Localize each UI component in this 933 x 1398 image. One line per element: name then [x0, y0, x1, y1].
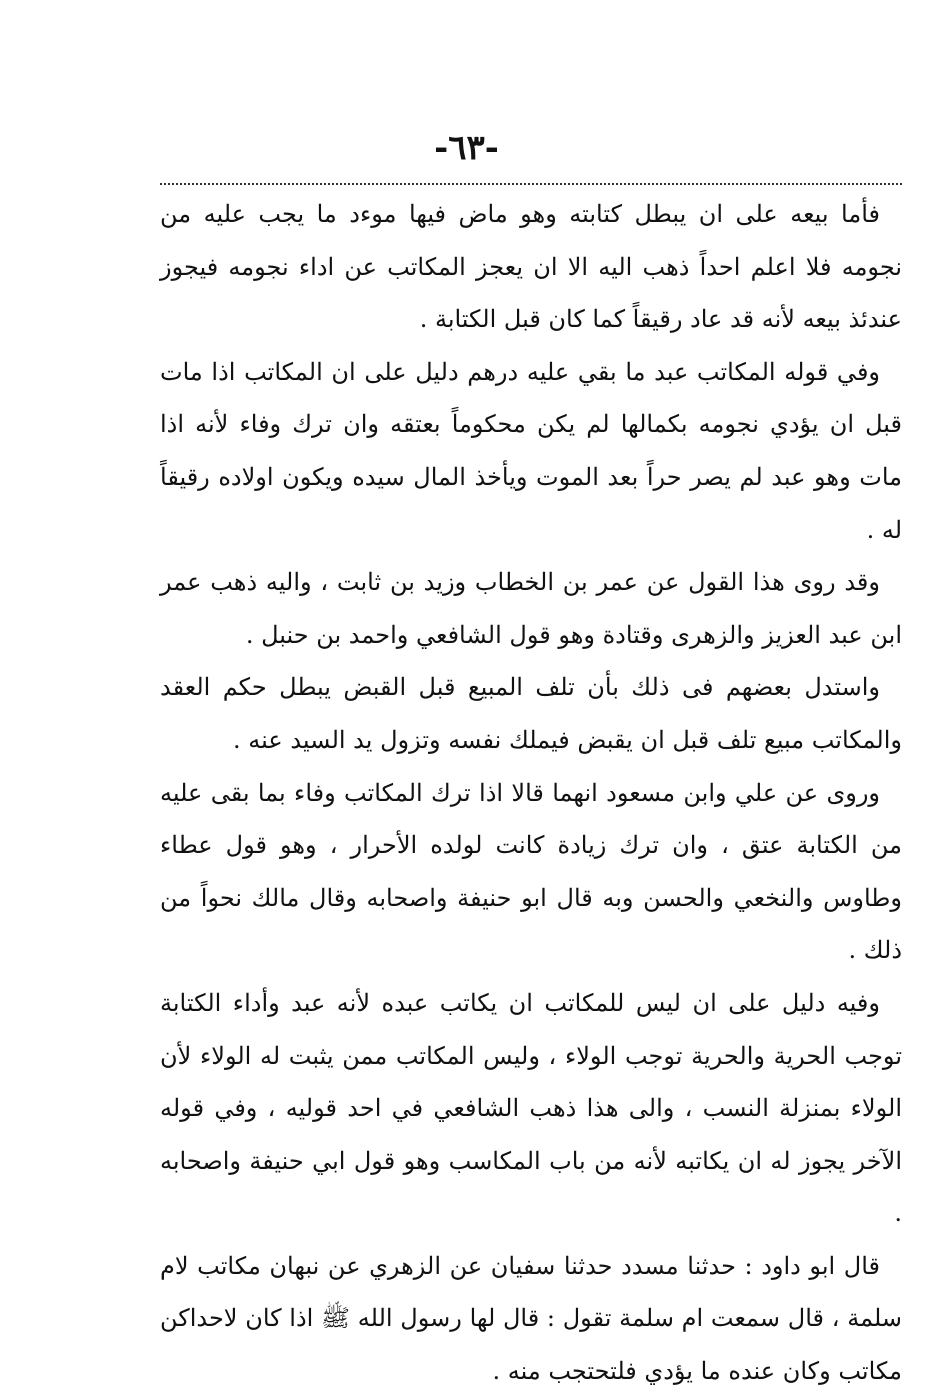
- paragraph-text: قال ابو داود : حدثنا مسدد حدثنا سفيان عن الزهري عن نبهان مكاتب لام سلمة ، قال سمعت ام سلمة تقول : قال لها رسول الله ﷺ اذا كان لاحداكن مكاتب وكان عنده ما يؤدي فلتحتجب منه .: [160, 1251, 902, 1386]
- page-number: -٦٣-: [434, 128, 499, 168]
- paragraph-text: وفيه دليل على ان ليس للمكاتب ان يكاتب عبده لأنه عبد وأداء الكتابة توجب الحرية والحرية توجب الولاء ، وليس المكاتب ممن يثبت له الولاء لأن الولاء بمنزلة النسب ، والى هذا ذهب الشافعي في احد قوليه ، وفي قوله الآخر يجوز له ان يكاتبه لأنه من باب المكاسب وهو قول ابي حنيفة واصحابه .: [160, 988, 902, 1228]
- header-rule: [160, 183, 902, 185]
- paragraph-text: فأما بيعه على ان يبطل كتابته وهو ماض فيها موءد ما يجب عليه من نجومه فلا اعلم احداً ذهب اليه الا ان يعجز المكاتب عن اداء نجومه فيجوز عندئذ بيعه لأنه قد عاد رقيقاً كما كان قبل الكتابة .: [160, 200, 902, 334]
- paragraph: [160, 977, 902, 1240]
- body-text: [160, 188, 902, 1398]
- paragraph-text: واستدل بعضهم فى ذلك بأن تلف المبيع قبل القبض يبطل حكم العقد والمكاتب مبيع تلف قبل ان يقبض فيملك نفسه وتزول يد السيد عنه .: [160, 673, 902, 754]
- paragraph: [160, 1240, 902, 1398]
- paragraph: [160, 767, 902, 977]
- paragraph-text: وروى عن علي وابن مسعود انهما قالا اذا ترك المكاتب وفاء بما بقى عليه من الكتابة عتق ، وان ترك زيادة كانت لولده الأحرار ، وهو قول عطاء وطاوس والنخعي والحسن وبه قال ابو حنيفة واصحابه وقال مالك نحواً من ذلك .: [160, 778, 902, 965]
- paragraph-text: وقد روى هذا القول عن عمر بن الخطاب وزيد بن ثابت ، واليه ذهب عمر ابن عبد العزيز والزهرى وقتادة وهو قول الشافعي واحمد بن حنبل .: [160, 568, 902, 649]
- paragraph: [160, 556, 902, 661]
- paragraph: [160, 661, 902, 766]
- paragraph: [160, 188, 902, 346]
- paragraph: [160, 346, 902, 556]
- paragraph-text: وفي قوله المكاتب عبد ما بقي عليه درهم دليل على ان المكاتب اذا مات قبل ان يؤدي نجومه بكمالها لم يكن محكوماً بعتقه وان ترك وفاء لأنه اذا مات وهو عبد لم يصر حراً بعد الموت ويأخذ المال سيده ويكون اولاده رقيقاً له .: [160, 357, 902, 544]
